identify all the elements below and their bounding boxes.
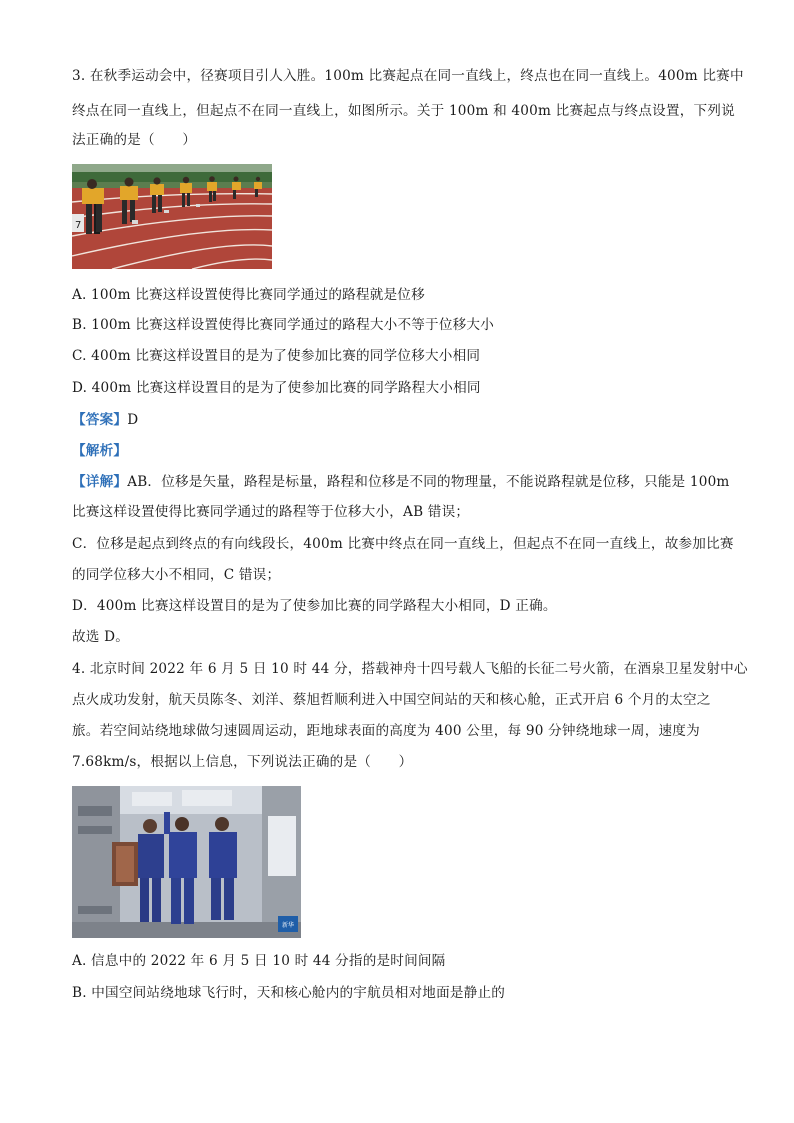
track-race-photo	[72, 164, 272, 269]
q3-stem-line-1: 3. 在秋季运动会中，径赛项目引人入胜。100m 比赛起点在同一直线上，终点也在同一直线上。400m 比赛中	[72, 68, 744, 84]
q3-stem-line-2: 终点在同一直线上，但起点不在同一直线上，如图所示。关于 100m 和 400m 比赛起点与终点设置，下列说	[72, 103, 735, 119]
answer-value: D	[127, 412, 139, 428]
q3-option-c: C. 400m 比赛这样设置目的是为了使参加比赛的同学位移大小相同	[72, 348, 481, 364]
q3-stem-line-3: 法正确的是（ ）	[72, 132, 197, 148]
q3-analysis	[72, 441, 732, 461]
svg-text:7: 7	[75, 220, 82, 231]
q3-detail-line-2: 比赛这样设置使得比赛同学通过的路程等于位移大小，AB 错误；	[72, 504, 470, 520]
q3-detail-line-4: 的同学位移大小不相同，C 错误；	[72, 567, 281, 583]
q3-answer	[72, 410, 732, 430]
q3-detail-line-6: 故选 D。	[72, 629, 130, 645]
analysis-label: 【解析】	[72, 443, 128, 459]
q3-detail-line-3: C．位移是起点到终点的有向线段长，400m 比赛中终点在同一直线上，但起点不在同一直线上，故参加比赛	[72, 536, 734, 552]
q4-stem-line-2: 点火成功发射，航天员陈冬、刘洋、蔡旭哲顺利进入中国空间站的天和核心舱，正式开启 6 个月的太空之	[72, 692, 711, 708]
q4-stem-line-1: 4. 北京时间 2022 年 6 月 5 日 10 时 44 分，搭载神舟十四号载人飞船的长征二号火箭，在酒泉卫星发射中心	[72, 661, 748, 677]
q3-option-a: A. 100m 比赛这样设置使得比赛同学通过的路程就是位移	[72, 287, 425, 303]
q4-option-a: A. 信息中的 2022 年 6 月 5 日 10 时 44 分指的是时间间隔	[72, 953, 446, 969]
q3-detail-line-1	[72, 472, 732, 492]
q4-stem-line-3: 旅。若空间站绕地球做匀速圆周运动，距地球表面的高度为 400 公里，每 90 分钟绕地球一周，速度为	[72, 723, 700, 739]
q4-option-b: B. 中国空间站绕地球飞行时，天和核心舱内的宇航员相对地面是静止的	[72, 985, 506, 1001]
space-station-photo	[72, 786, 301, 938]
photo-watermark: 新华	[281, 922, 295, 929]
q3-option-d: D. 400m 比赛这样设置目的是为了使参加比赛的同学路程大小相同	[72, 380, 481, 396]
q3-detail-line-5: D．400m 比赛这样设置目的是为了使参加比赛的同学路程大小相同，D 正确。	[72, 598, 557, 614]
detail-label: 【详解】	[72, 474, 128, 490]
q4-stem-line-4: 7.68km/s，根据以上信息，下列说法正确的是（ ）	[72, 754, 413, 770]
detail-text-1: AB．位移是矢量，路程是标量，路程和位移是不同的物理量，不能说路程就是位移，只能是 100m	[127, 474, 730, 490]
q3-option-b: B. 100m 比赛这样设置使得比赛同学通过的路程大小不等于位移大小	[72, 317, 495, 333]
answer-label: 【答案】	[72, 412, 128, 428]
